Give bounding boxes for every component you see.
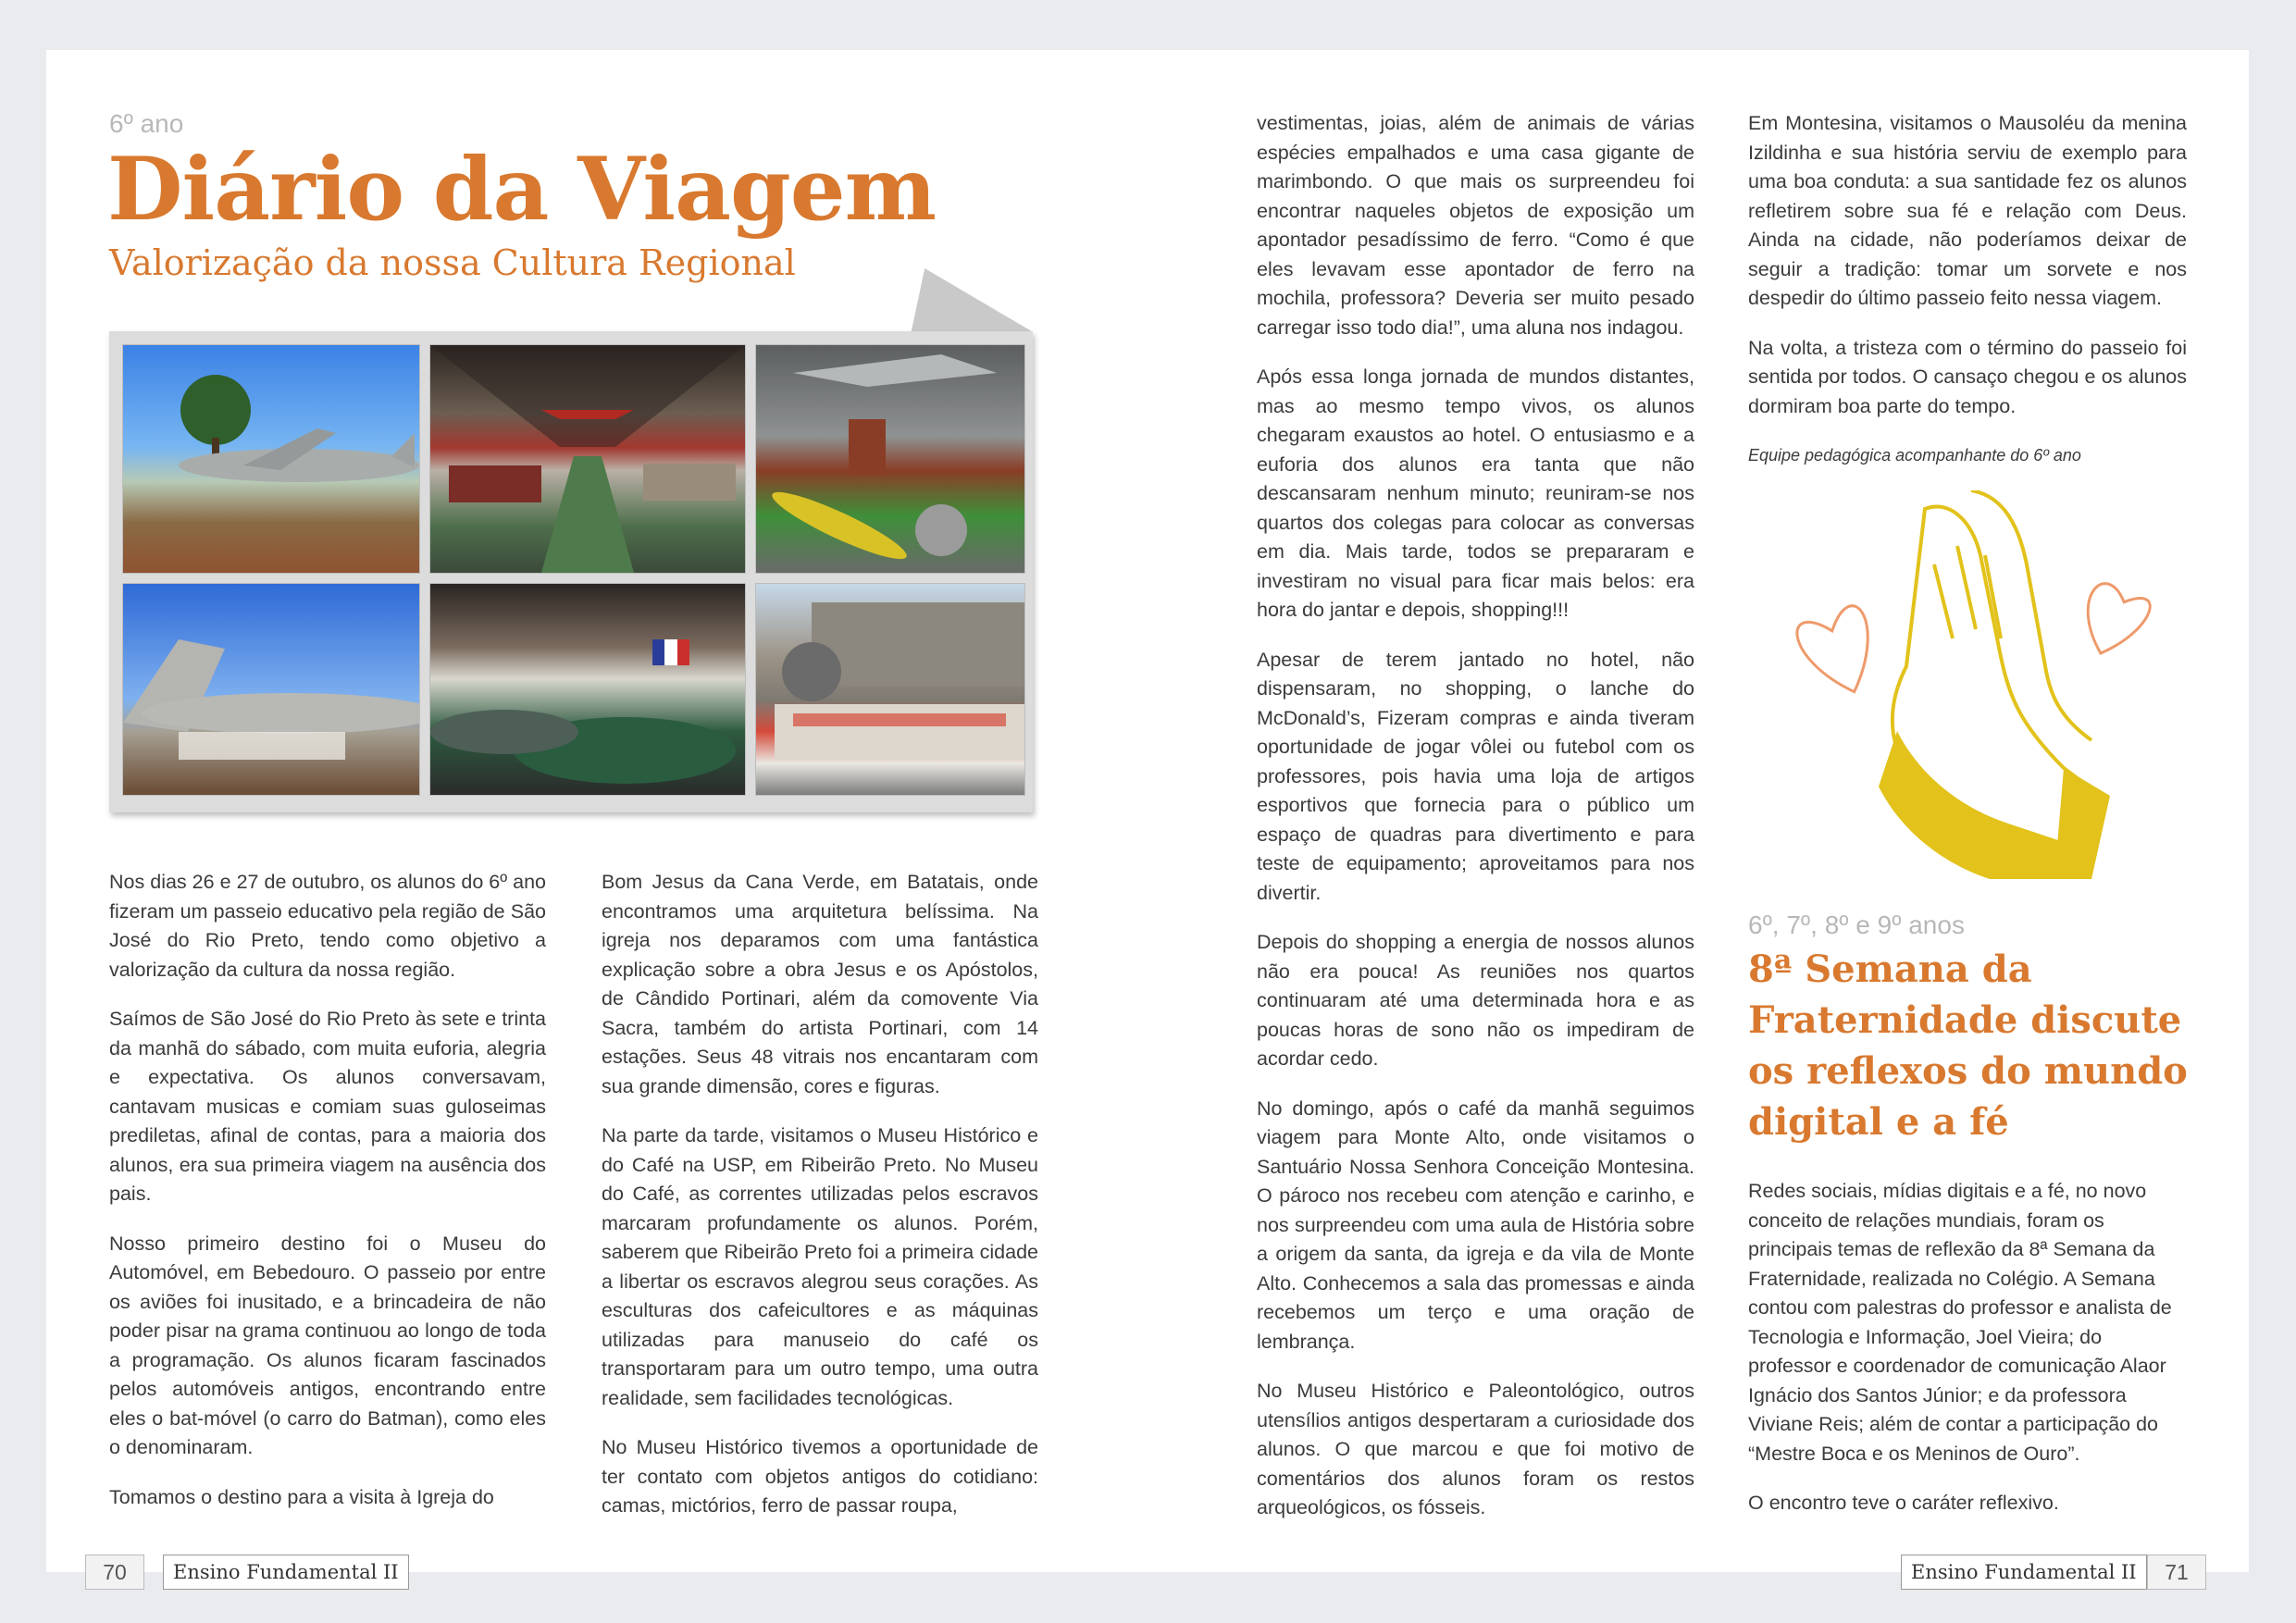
article-subtitle: Valorização da nossa Cultura Regional: [109, 242, 796, 283]
heart-icon: [2077, 580, 2153, 663]
photo-group-museum-entrance: [755, 583, 1025, 796]
paragraph: Após essa longa jornada de mundos distantes, mas ao mesmo tempo vivos, os alunos chegaram exaustos ao hotel. O entusiasmo e a euforia dos alunos era tanta que não descansaram nenhum minuto; reuniram-se nos quartos dos colegas para colocar as conversas em dia. Mais tarde, todos se prepararam e investiram no visual para ficar mais belos: era hora do jantar e depois, shopping!!!: [1257, 365, 1694, 621]
page-number-left: 70: [85, 1555, 144, 1590]
page-number-right: 71: [2147, 1555, 2206, 1590]
paragraph: Em Montesina, visitamos o Mausoléu da menina Izildinha e sua história serviu de exemplo para uma boa conduta: a sua santidade fez os alunos refletirem sobre sua fé e relação com Deus. Ainda na cidade, não poderíamos deixar de seguir a tradição: tomar um sorvete e nos despedir do último passeio feito nessa viagem.: [1748, 112, 2187, 309]
paragraph: Saímos de São José do Rio Preto às sete e trinta da manhã do sábado, com muita euforia, alegria e expectativa. Os alunos conversavam, cantavam musicas e comiam suas guloseimas prediletas, afinal de contas, para a maioria dos alunos, era sua primeira viagem na ausência dos pais.: [109, 1008, 546, 1205]
praying-hands-icon: [1786, 490, 2175, 888]
paragraph: No Museu Histórico e Paleontológico, outros utensílios antigos despertaram a curiosidade dos alunos. O que marcou e que foi motivo de comentários dos alunos foram os restos arqueológicos, os fósseis.: [1257, 1380, 1694, 1518]
paragraph: Redes sociais, mídias digitais e a fé, no novo conceito de relações mundiais, foram os principais temas de reflexão da 8ª Semana da Fraternidade, realizada no Colégio. A Semana contou com palestras do professor e analista de Tecnologia e Informação, Joel Vieira; do professor e coordenador de comunicação Alaor Ignácio dos Santos Júnior; e da professora Viviane Reis; além de contar a participação do “Mestre Boca e os Meninos de Ouro”.: [1748, 1180, 2172, 1465]
photo-car-museum-hall: [429, 344, 746, 574]
grade-label: 6º, 7º, 8º e 9º anos: [1748, 911, 1965, 939]
photo-museum-objects: [755, 344, 1025, 574]
author-credit: Equipe pedagógica acompanhante do 6º ano: [1748, 446, 2081, 465]
paragraph: Depois do shopping a energia de nossos alunos não era pouca! As reuniões nos quartos continuaram até uma determinada hora e as poucas horas de sono não os impediram de acordar cedo.: [1257, 931, 1694, 1070]
paragraph: O encontro teve o caráter reflexivo.: [1748, 1492, 2059, 1514]
photo-group-airplane: [122, 583, 420, 796]
paragraph: Nos dias 26 e 27 de outubro, os alunos do 6º ano fizeram um passeio educativo pela região de São José do Rio Preto, tendo como objetivo a valorização da cultura da nossa região.: [109, 871, 546, 981]
paragraph: Apesar de terem jantado no hotel, não dispensaram, no shopping, o lanche do McDonald’s, Fizeram compras e ainda tiveram oportunidade de jogar vôlei ou futebol com os professores, pois havia uma loja de artigos esportivos que fornecia para o público um espaço de quadras para divertimento e para teste de equipamento; aproveitamos para nos divertir.: [1257, 648, 1694, 904]
paragraph: vestimentas, joias, além de animais de várias espécies empalhados e uma casa gigante de marimbondo. O que mais os surpreendeu foi encontrar naqueles objetos de exposição um apontador pesadíssimo de ferro. “Como é que eles levavam esse apontador de ferro na mochila, professora? Deveria ser muito pesado carregar isso todo dia!”, uma aluna nos indagou.: [1257, 112, 1694, 339]
article-title: Diário da Viagem: [107, 139, 937, 241]
article-headline: 8ª Semana da Fraternidade discute os reflexos do mundo digital e a fé: [1748, 948, 2188, 1144]
paragraph: No domingo, após o café da manhã seguimos viagem para Monte Alto, onde visitamos o Santuário Nossa Senhora Conceição Montesina. O pároco nos recebeu com atenção e carinho, e nos surpreendeu com uma aula de História sobre a origem da santa, da igreja e da vila de Monte Alto. Conhecemos a sala das promessas e ainda recebemos um terço e uma oração de lembrança.: [1257, 1096, 1694, 1353]
grade-label: 6º ano: [109, 109, 184, 138]
paragraph: Tomamos o destino para a visita à Igreja do: [109, 1485, 494, 1508]
paragraph: Na parte da tarde, visitamos o Museu Histórico e do Café na USP, em Ribeirão Preto. No Museu do Café, as correntes utilizadas pelos escravos marcaram profundamente os alunos. Porém, saberem que Ribeirão Preto foi a primeira cidade a libertar os escravos alegrou seus corações. As esculturas dos cafeicultores e as máquinas utilizadas para manuseio do café os transportaram para um outro tempo, uma outra realidade, sem facilidades tecnológicas.: [602, 1124, 1038, 1409]
section-label-right: Ensino Fundamental II: [1901, 1555, 2147, 1590]
article-column-1: [109, 868, 546, 1532]
article-column-2: [602, 868, 1038, 1542]
paragraph: Nosso primeiro destino foi o Museu do Automóvel, em Bebedouro. O passeio por entre os aviões foi inusitado, e a brincadeira de não poder pisar na grama continuou ao longo de toda a programação. Os alunos ficaram fascinados pelos automóveis antigos, encontrando entre eles o bat-móvel (o carro do Batman), como eles o denominaram.: [109, 1232, 546, 1458]
section-label-left: Ensino Fundamental II: [163, 1555, 409, 1590]
paragraph: No Museu Histórico tivemos a oportunidade de ter contato com objetos antigos do cotidiano: camas, mictórios, ferro de passar roupa,: [602, 1436, 1038, 1517]
photo-collage: [109, 331, 1033, 812]
photo-vintage-cars: [429, 583, 746, 796]
article-column-4: [1748, 109, 2187, 491]
article-column-3: [1257, 109, 1694, 1543]
page-background: [0, 0, 2296, 50]
heart-icon: [1793, 602, 1887, 703]
photo-airplane-outdoor: [122, 344, 420, 574]
article-2-body: [1748, 1177, 2187, 1539]
paragraph: Bom Jesus da Cana Verde, em Batatais, onde encontramos uma arquitetura belíssima. Na igreja nos deparamos com uma fantástica explicação sobre a obra Jesus e os Apóstolos, de Cândido Portinari, além da comovente Via Sacra, também do artista Portinari, com 14 estações. Seus 48 vitrais nos encantaram com sua grande dimensão, cores e figuras.: [602, 871, 1038, 1097]
photo-panel-ribbon: [912, 268, 1045, 331]
paragraph: Na volta, a tristeza com o término do passeio foi sentida por todos. O cansaço chegou e os alunos dormiram boa parte do tempo.: [1748, 336, 2187, 417]
